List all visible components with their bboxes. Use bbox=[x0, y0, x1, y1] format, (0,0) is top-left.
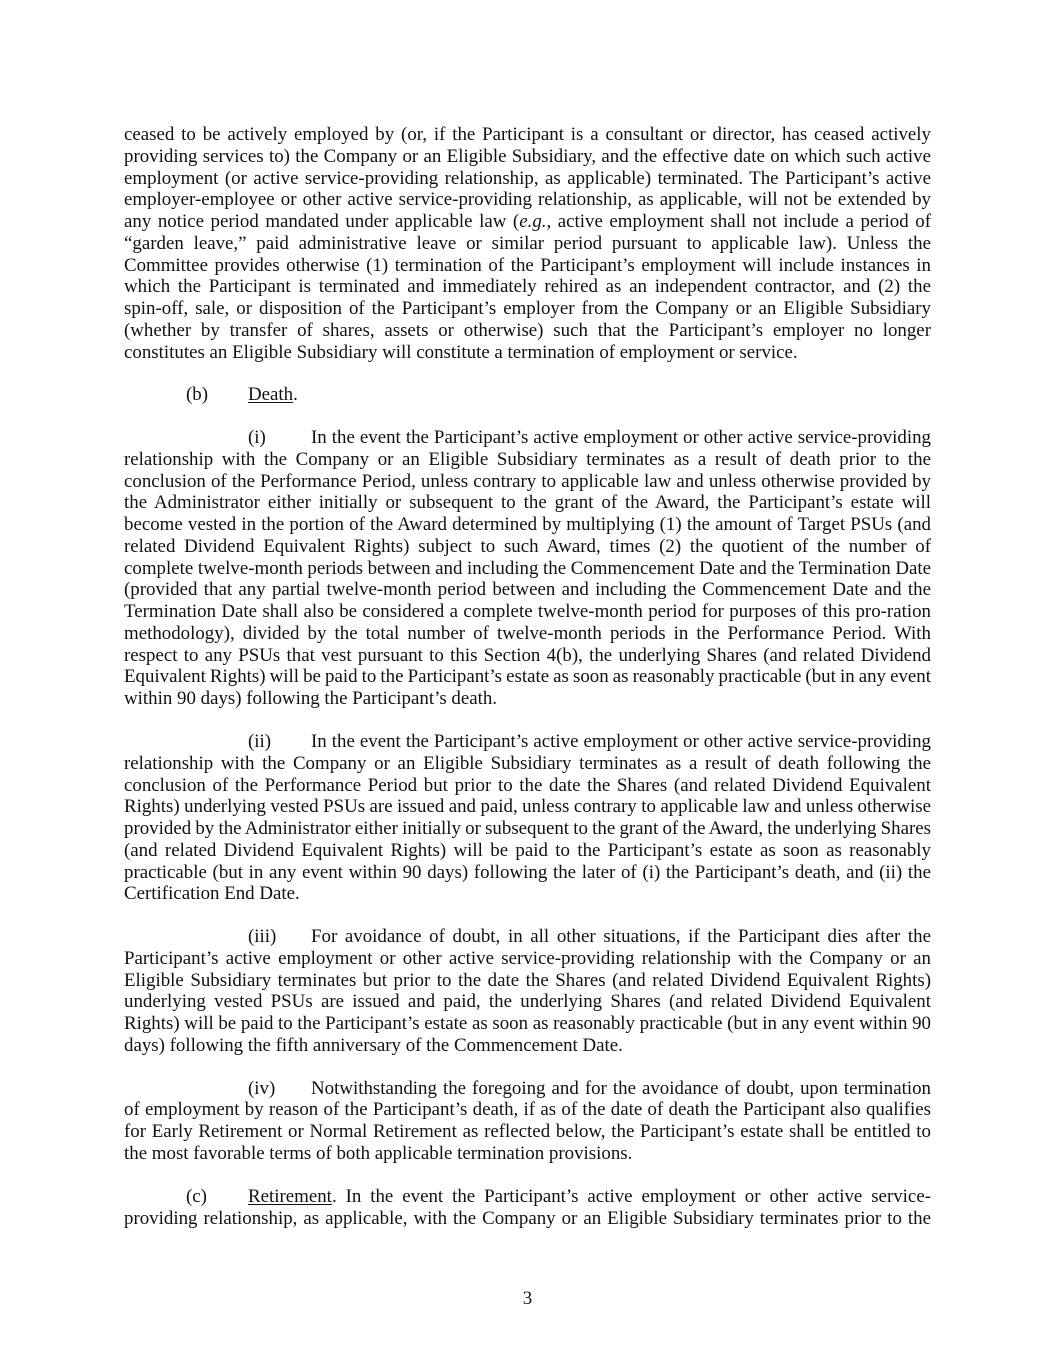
text-line: provided by the Administrator either initially or subsequent to the grant of the Award, the underlying Shares bbox=[124, 818, 931, 840]
text-line bbox=[124, 926, 931, 948]
subsection-label: (i) bbox=[248, 427, 266, 449]
text-line: Equivalent Rights) will be paid to the Participant’s estate as soon as reasonably practicable (but in any event bbox=[124, 666, 931, 688]
text-line: for Early Retirement or Normal Retirement as reflected below, the Participant’s estate shall be entitled to bbox=[124, 1121, 931, 1143]
text-line: complete twelve-month periods between and including the Commencement Date and the Termination Date bbox=[124, 557, 931, 579]
text-line: underlying vested PSUs are issued and paid, the underlying Shares (and related Dividend Equivalent bbox=[124, 991, 931, 1013]
text-line bbox=[124, 1078, 931, 1100]
text-line bbox=[124, 211, 931, 233]
text-segment: For avoidance of doubt, in all other situations, if the Participant dies after the bbox=[311, 926, 931, 948]
text-line: become vested in the portion of the Award determined by multiplying (1) the amount of Target PSUs (and bbox=[124, 514, 931, 536]
text-line: Rights) underlying vested PSUs are issued and paid, unless contrary to applicable law and unless otherwise bbox=[124, 796, 931, 818]
text-line: the most favorable terms of both applicable termination provisions. bbox=[124, 1142, 633, 1164]
text-segment: active employment shall not include a period of bbox=[551, 211, 931, 232]
text-line: methodology), divided by the total number of twelve-month periods in the Performance Period. With bbox=[124, 622, 931, 644]
text-line: “garden leave,” paid administrative leave or similar period pursuant to applicable law). Unless the bbox=[124, 232, 931, 254]
section-label: (b) bbox=[186, 384, 209, 406]
text-line: Termination Date shall also be considered a complete twelve-month period for purposes of this pro-ration bbox=[124, 601, 931, 623]
text-line: related Dividend Equivalent Rights) subject to such Award, times (2) the quotient of the number of bbox=[124, 535, 931, 557]
section-c bbox=[124, 1186, 931, 1230]
italic-term: e.g., bbox=[519, 211, 552, 232]
body-text bbox=[124, 124, 931, 1250]
text-line: practicable (but in any event within 90 days) following the later of (i) the Participant’s death, and (ii) the bbox=[124, 861, 931, 883]
text-line: (and related Dividend Equivalent Rights) will be paid to the Participant’s estate as soon as reasonably bbox=[124, 839, 931, 861]
text-line: providing services to) the Company or an Eligible Subsidiary, and the effective date on which such active bbox=[124, 145, 931, 167]
text-line: Participant’s active employment or other active service-providing relationship with the Company or an bbox=[124, 947, 931, 969]
section-heading: Death bbox=[248, 384, 294, 406]
text-line: providing relationship, as applicable, with the Company or an Eligible Subsidiary terminates prior to the bbox=[124, 1207, 931, 1229]
text-line: days) following the fifth anniversary of the Commencement Date. bbox=[124, 1034, 623, 1056]
text-line: Certification End Date. bbox=[124, 883, 300, 905]
subsection-label: (ii) bbox=[248, 731, 272, 753]
text-line: relationship with the Company or an Eligible Subsidiary terminates as a result of death following the bbox=[124, 752, 931, 774]
text-line bbox=[124, 1186, 931, 1208]
heading-punctuation: . bbox=[293, 384, 298, 406]
section-b-heading bbox=[124, 384, 931, 406]
page-number: 3 bbox=[522, 1288, 533, 1309]
text-line: (whether by transfer of shares, assets or otherwise) such that the Participant’s employer no longer bbox=[124, 319, 931, 341]
subsection-ii bbox=[124, 731, 931, 905]
text-segment: . In the event the Participant’s active employment or other active service- bbox=[331, 1185, 931, 1207]
subsection-iii bbox=[124, 926, 931, 1057]
text-line: the Administrator either initially or subsequent to the grant of the Award, the Participant’s estate will bbox=[124, 492, 931, 514]
text-line: Eligible Subsidiary terminates but prior to the date the Shares (and related Dividend Equivalent Rights) bbox=[124, 969, 931, 991]
text-segment: Notwithstanding the foregoing and for the avoidance of doubt, upon termination bbox=[311, 1077, 931, 1099]
subsection-label: (iv) bbox=[248, 1077, 276, 1099]
text-line: which the Participant is terminated and immediately rehired as an independent contractor, and (2) the bbox=[124, 276, 931, 298]
text-line: Committee provides otherwise (1) termination of the Participant’s employment will include instances in bbox=[124, 254, 931, 276]
text-segment: In the event the Participant’s active employment or other active service-providing bbox=[311, 731, 931, 753]
text-segment: any notice period mandated under applicable law ( bbox=[124, 211, 520, 232]
paragraph-continuation bbox=[124, 124, 931, 363]
subsection-label: (iii) bbox=[248, 926, 277, 948]
section-label: (c) bbox=[186, 1185, 207, 1207]
section-heading: Retirement bbox=[248, 1185, 332, 1207]
text-segment: In the event the Participant’s active employment or other active service-providing bbox=[311, 427, 931, 449]
text-line: ceased to be actively employed by (or, if the Participant is a consultant or director, has ceased actively bbox=[124, 124, 931, 145]
text-line: (provided that any partial twelve-month period between and including the Commencement Date and the bbox=[124, 579, 931, 601]
subsection-i bbox=[124, 427, 931, 710]
text-line bbox=[124, 731, 931, 753]
text-line: spin-off, sale, or disposition of the Participant’s employer from the Company or an Eligible Subsidiary bbox=[124, 298, 931, 319]
text-line: employer-employee or other active service-providing relationship, as applicable, will not be extended by bbox=[124, 189, 931, 211]
text-line: conclusion of the Performance Period, unless contrary to applicable law and unless otherwise provided by bbox=[124, 470, 931, 492]
text-line bbox=[124, 427, 931, 449]
text-line: Rights) will be paid to the Participant’s estate as soon as reasonably practicable (but in any event within 90 bbox=[124, 1013, 931, 1035]
text-line: relationship with the Company or an Eligible Subsidiary terminates as a result of death prior to the bbox=[124, 448, 931, 470]
text-line: employment (or active service-providing relationship, as applicable) terminated. The Participant’s active bbox=[124, 167, 931, 189]
text-line: conclusion of the Performance Period but prior to the date the Shares (and related Dividend Equivalent bbox=[124, 774, 931, 796]
subsection-iv bbox=[124, 1078, 931, 1165]
text-line: within 90 days) following the Participant’s death. bbox=[124, 688, 498, 710]
text-line: respect to any PSUs that vest pursuant to this Section 4(b), the underlying Shares (and related Dividend bbox=[124, 644, 931, 666]
text-line: constitutes an Eligible Subsidiary will constitute a termination of employment or service. bbox=[124, 341, 798, 363]
text-line: of employment by reason of the Participant’s death, if as of the date of death the Participant also qualifies bbox=[124, 1099, 931, 1121]
text-line bbox=[124, 384, 931, 406]
